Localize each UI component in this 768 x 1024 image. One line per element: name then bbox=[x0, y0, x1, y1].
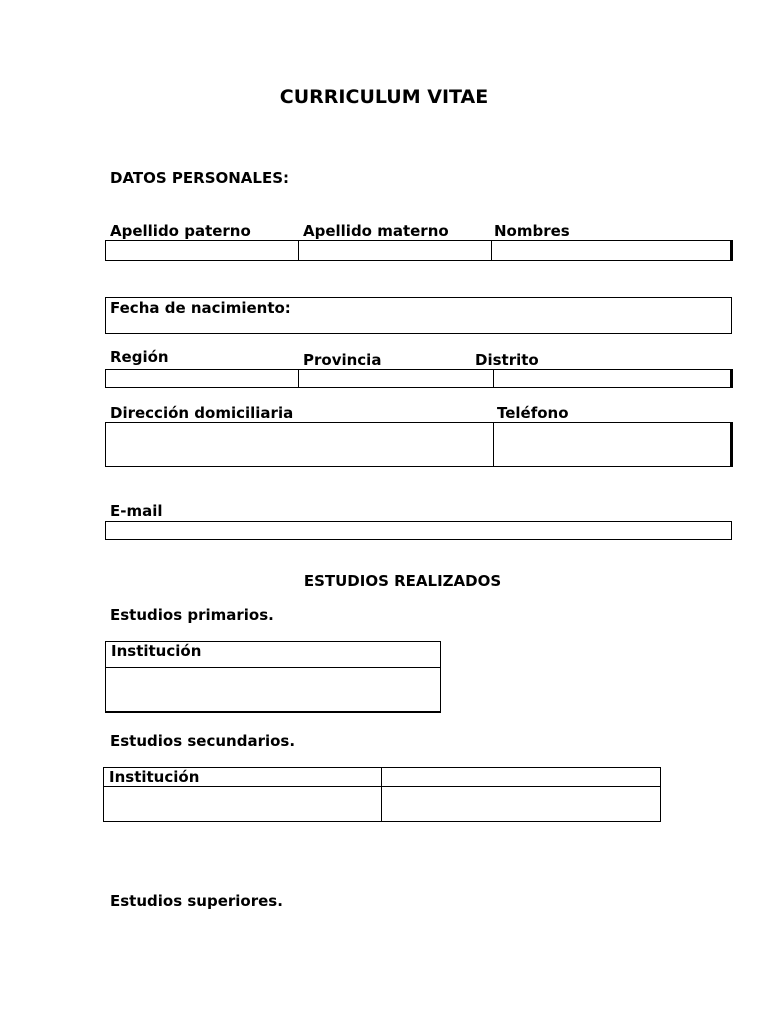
region-field[interactable] bbox=[106, 370, 299, 387]
label-email: E-mail bbox=[110, 502, 163, 520]
label-apellido-materno: Apellido materno bbox=[303, 222, 449, 240]
secundarios-institucion-field[interactable] bbox=[104, 787, 382, 822]
location-row bbox=[105, 369, 733, 388]
telefono-field[interactable] bbox=[494, 423, 730, 466]
direccion-field[interactable] bbox=[106, 423, 494, 466]
secundarios-header-empty bbox=[382, 768, 661, 787]
label-distrito: Distrito bbox=[475, 351, 539, 369]
primarios-institucion-field[interactable] bbox=[106, 668, 441, 712]
page-title: CURRICULUM VITAE bbox=[279, 86, 489, 108]
label-region: Región bbox=[110, 348, 169, 366]
apellido-paterno-field[interactable] bbox=[106, 241, 299, 260]
label-estudios-secundarios: Estudios secundarios. bbox=[110, 732, 296, 750]
section-heading-personal: DATOS PERSONALES: bbox=[110, 169, 290, 187]
label-nombres: Nombres bbox=[494, 222, 570, 240]
label-direccion: Dirección domiciliaria bbox=[110, 404, 294, 422]
names-row bbox=[105, 240, 733, 261]
nombres-field[interactable] bbox=[492, 241, 730, 260]
label-estudios-superiores: Estudios superiores. bbox=[110, 892, 283, 910]
label-apellido-paterno: Apellido paterno bbox=[110, 222, 251, 240]
label-estudios-primarios: Estudios primarios. bbox=[110, 606, 274, 624]
secundarios-table bbox=[103, 767, 661, 822]
secundarios-institucion-header: Institución bbox=[104, 768, 382, 787]
email-field[interactable] bbox=[105, 521, 732, 540]
provincia-field[interactable] bbox=[299, 370, 494, 387]
fecha-nacimiento-field[interactable] bbox=[105, 297, 732, 334]
distrito-field[interactable] bbox=[494, 370, 730, 387]
label-provincia: Provincia bbox=[303, 351, 382, 369]
secundarios-extra-field[interactable] bbox=[382, 787, 661, 822]
primarios-institucion-header: Institución bbox=[106, 642, 441, 668]
address-row bbox=[105, 422, 733, 467]
label-fecha-nacimiento: Fecha de nacimiento: bbox=[110, 299, 291, 317]
section-heading-studies: ESTUDIOS REALIZADOS bbox=[303, 572, 502, 590]
primarios-table bbox=[105, 641, 441, 713]
apellido-materno-field[interactable] bbox=[299, 241, 492, 260]
label-telefono: Teléfono bbox=[497, 404, 569, 422]
